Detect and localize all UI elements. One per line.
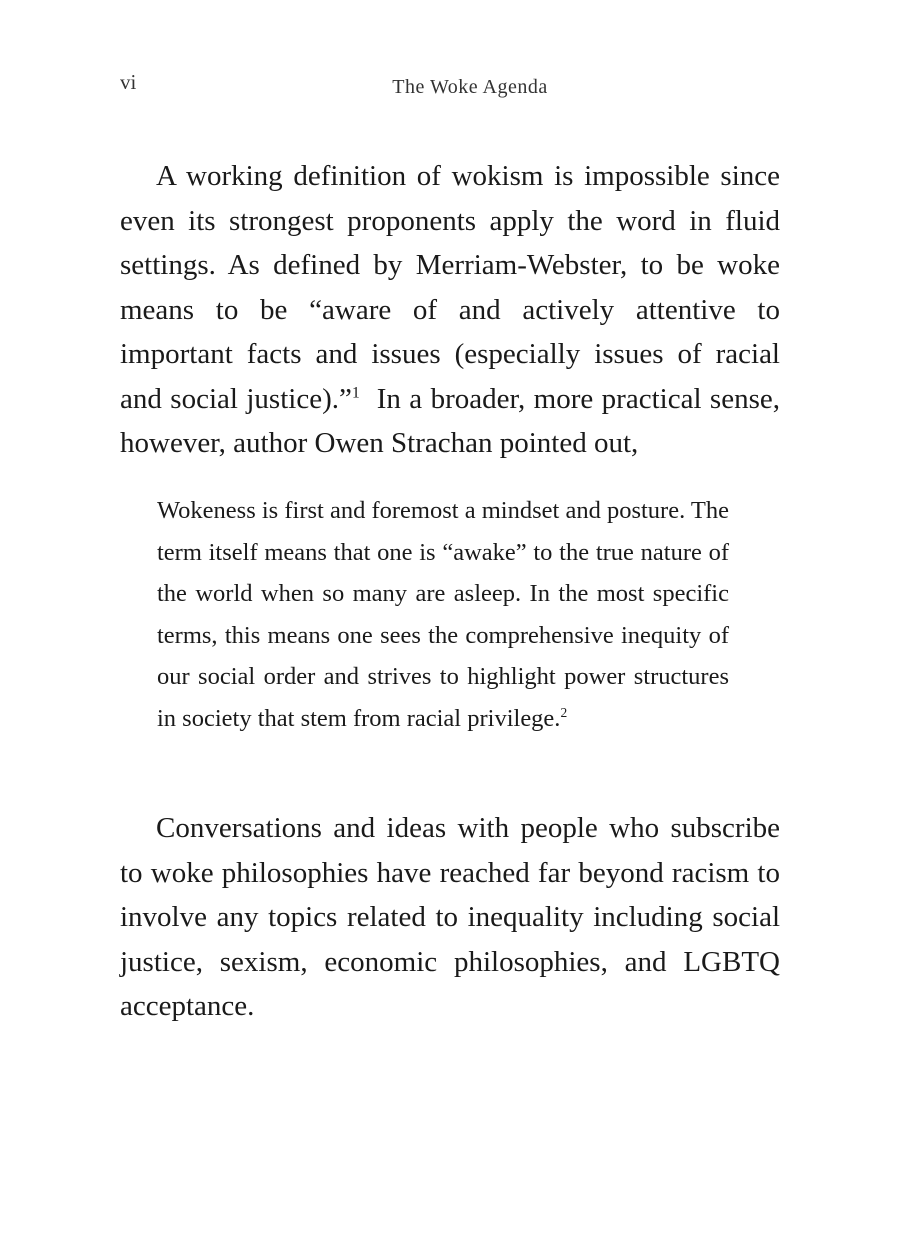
page-number: vi	[120, 70, 137, 94]
footnote-marker: 2	[560, 704, 568, 720]
body-paragraph	[120, 806, 780, 1029]
paragraph-text: In a broader, more practical sense, however, author Owen Strachan pointed out,	[120, 382, 788, 459]
running-head-title: The Woke Agenda	[392, 76, 548, 98]
block-quote	[157, 490, 729, 739]
paragraph-text: A working definition of wokism is impossible since even its strongest proponents apply the word in fluid settings. As defined by Merriam-Webster, to be woke means to be “aware of and actively attentive to important facts and issues (especially issues of racial and social justice).”	[120, 160, 780, 415]
paragraph-text: Conversations and ideas with people who subscribe to woke philosophies have reached far beyond racism to involve any topics related to inequality including social justice, sexism, economic philosophies, and LGBTQ acceptance.	[120, 812, 780, 1022]
quote-text: Wokeness is first and foremost a mindset and posture. The term itself means that one is “awake” to the true nature of the world when so many are asleep. In the most specific terms, this means one sees the comprehensive inequity of our social order and strives to highlight power structures in society that stem from racial privilege.	[157, 497, 729, 732]
footnote-marker: 1	[351, 383, 360, 401]
body-paragraph	[120, 154, 788, 466]
